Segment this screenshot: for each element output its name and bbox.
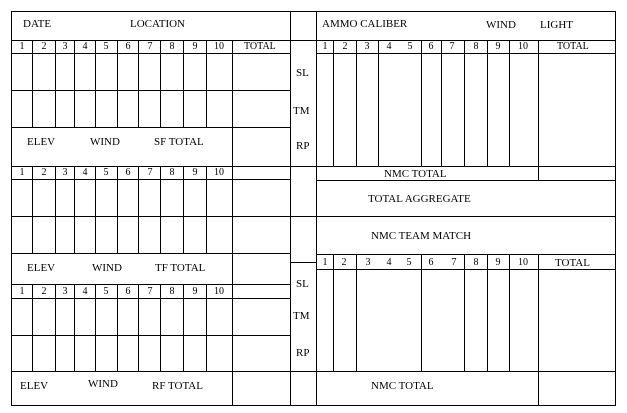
- shot-number: 7: [147, 286, 153, 297]
- ammo-caliber-label: AMMO CALIBER: [322, 18, 408, 30]
- rf-elev-label: ELEV: [20, 380, 49, 392]
- shot-number: 1: [19, 286, 25, 297]
- shot-number: 5: [103, 286, 109, 297]
- shot-number: 6: [125, 41, 131, 52]
- team-row-label-rp: RP: [296, 347, 310, 359]
- shot-number: 6: [428, 41, 434, 52]
- shot-number: 10: [518, 257, 528, 268]
- tf-elev-label: ELEV: [27, 262, 56, 274]
- rf-total-label: RF TOTAL: [152, 380, 203, 392]
- shot-number: 4: [82, 167, 88, 178]
- shot-number: 5: [103, 167, 109, 178]
- shot-number: 4: [82, 286, 88, 297]
- nmc-team-match-label: NMC TEAM MATCH: [371, 230, 472, 242]
- date-label: DATE: [23, 18, 52, 30]
- shot-number: 1: [322, 41, 328, 52]
- total-aggregate-label: TOTAL AGGREGATE: [368, 193, 471, 205]
- shot-number: 4: [82, 41, 88, 52]
- shot-number: 9: [192, 167, 198, 178]
- tf-wind-label: WIND: [92, 262, 122, 274]
- team-nmc-total-label: NMC TOTAL: [371, 380, 434, 392]
- sf-elev-label: ELEV: [27, 136, 56, 148]
- shot-number: 9: [495, 257, 501, 268]
- sf-total-label: SF TOTAL: [154, 136, 204, 148]
- shot-number: 8: [169, 167, 175, 178]
- shot-number: 6: [428, 257, 434, 268]
- rf-wind-label: WIND: [88, 378, 118, 390]
- shot-number: 3: [62, 41, 68, 52]
- shot-number: 8: [169, 286, 175, 297]
- shot-number: 7: [451, 257, 457, 268]
- total-header: TOTAL: [557, 41, 589, 52]
- wind-label: WIND: [486, 19, 516, 31]
- shot-number: 3: [62, 167, 68, 178]
- shot-number: 9: [192, 286, 198, 297]
- shot-number: 3: [62, 286, 68, 297]
- shot-number: 1: [19, 167, 25, 178]
- shot-number: 5: [407, 41, 413, 52]
- shot-number: 9: [495, 41, 501, 52]
- shot-number: 9: [192, 41, 198, 52]
- team-row-label-sl: SL: [296, 278, 309, 290]
- shot-number: 7: [449, 41, 455, 52]
- row-label-sl: SL: [296, 67, 309, 79]
- shot-number: 5: [103, 41, 109, 52]
- shot-number: 7: [147, 41, 153, 52]
- shot-number: 6: [125, 286, 131, 297]
- shot-number: 3: [365, 257, 371, 268]
- shot-number: 8: [473, 41, 479, 52]
- shot-number: 2: [41, 286, 47, 297]
- shot-number: 10: [214, 286, 224, 297]
- shot-number: 4: [386, 257, 392, 268]
- team-total-header: TOTAL: [555, 257, 590, 269]
- shot-number: 3: [364, 41, 370, 52]
- shot-number: 1: [322, 257, 328, 268]
- row-label-rp: RP: [296, 140, 310, 152]
- tf-total-label: TF TOTAL: [155, 262, 206, 274]
- team-row-label-tm: TM: [293, 310, 310, 322]
- shot-number: 2: [41, 41, 47, 52]
- shot-number: 10: [214, 41, 224, 52]
- shot-number: 1: [19, 41, 25, 52]
- shot-number: 10: [214, 167, 224, 178]
- shot-number: 2: [341, 257, 347, 268]
- light-label: LIGHT: [540, 19, 573, 31]
- location-label: LOCATION: [130, 18, 185, 30]
- shot-number: 7: [147, 167, 153, 178]
- shot-number: 5: [406, 257, 412, 268]
- shot-number: 8: [473, 257, 479, 268]
- row-label-tm: TM: [293, 105, 310, 117]
- total-header: TOTAL: [244, 41, 276, 52]
- shot-number: 10: [518, 41, 528, 52]
- shot-number: 2: [342, 41, 348, 52]
- shot-number: 6: [125, 167, 131, 178]
- sf-wind-label: WIND: [90, 136, 120, 148]
- shot-number: 8: [169, 41, 175, 52]
- nmc-total-label: NMC TOTAL: [384, 168, 447, 180]
- shot-number: 2: [41, 167, 47, 178]
- shot-number: 4: [386, 41, 392, 52]
